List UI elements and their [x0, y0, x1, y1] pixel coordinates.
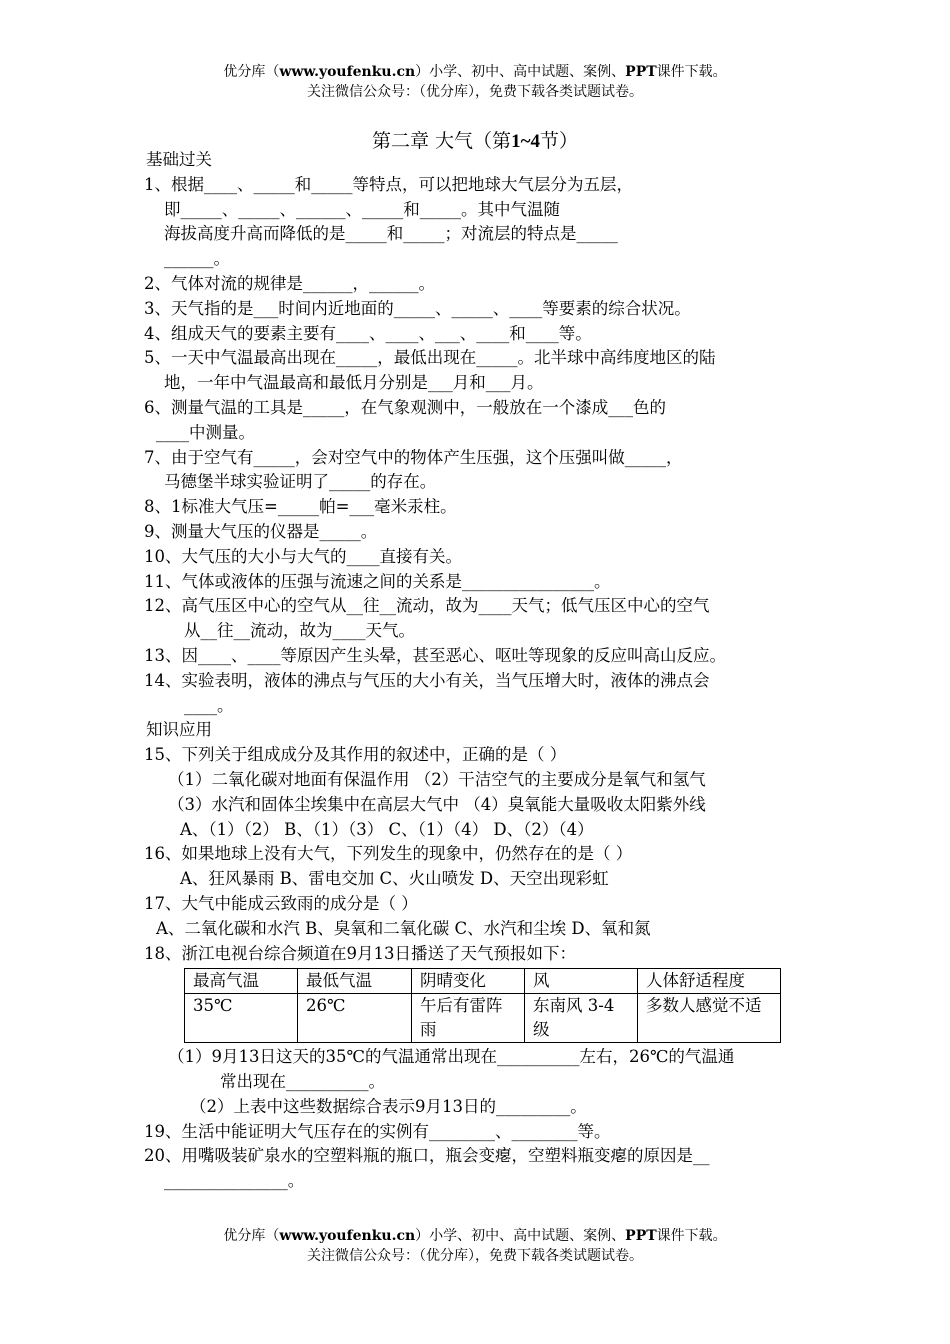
- question-line: 15、下列关于组成成分及其作用的叙述中，正确的是（ ）: [144, 745, 567, 765]
- table-header-row: [185, 969, 781, 994]
- question-line: 1、根据____、_____和_____等特点，可以把地球大气层分为五层，: [144, 174, 633, 194]
- question-line: 马德堡半球实验证明了_____的存在。: [164, 472, 437, 492]
- question-line: ____。: [184, 695, 234, 715]
- option-line: （3）水汽和固体尘埃集中在高层大气中 （4）臭氧能大量吸收太阳紫外线: [168, 794, 706, 814]
- header-ppt: PPT: [625, 64, 657, 80]
- question-line: 6、测量气温的工具是_____，在气象观测中，一般放在一个漆成___色的: [144, 397, 666, 417]
- table-cell: 东南风 3-4级: [525, 994, 638, 1043]
- footer-text: 课件下载。: [656, 1228, 727, 1244]
- footer-text: 优分库（: [223, 1228, 280, 1244]
- header-text: 课件下载。: [656, 64, 727, 80]
- question-line: 2、气体对流的规律是______，______。: [144, 273, 435, 293]
- title-number: 1~4: [511, 131, 540, 152]
- header-text: ）小学、初中、高中试题、案例、: [415, 64, 626, 80]
- question-line: _______________。: [164, 1171, 305, 1191]
- header-url: www.youfenku.cn: [279, 64, 416, 80]
- table-row: [185, 994, 781, 1043]
- question-line: 从__往__流动，故为____天气。: [184, 621, 415, 641]
- question-line: ______。: [164, 249, 230, 269]
- header-text: 优分库（: [223, 64, 280, 80]
- question-line: 20、用嘴吸装矿泉水的空塑料瓶的瓶口，瓶会变瘪，空塑料瓶变瘪的原因是__: [144, 1146, 710, 1166]
- question-line: ____中测量。: [156, 422, 255, 442]
- table-header-cell: 风: [525, 969, 638, 994]
- question-line: 13、因____、____等原因产生头晕，甚至恶心、呕吐等现象的反应叫高山反应。: [144, 645, 726, 665]
- footer-url: www.youfenku.cn: [279, 1228, 416, 1244]
- footer-ppt: PPT: [625, 1228, 657, 1244]
- question-line: 10、大气压的大小与大气的____直接有关。: [144, 546, 462, 566]
- footer-text: ）小学、初中、高中试题、案例、: [415, 1228, 626, 1244]
- option-line: （1）二氧化碳对地面有保温作用 （2）干洁空气的主要成分是氧气和氢气: [168, 769, 706, 789]
- question-line: 4、组成天气的要素主要有____、____、___、____和____等。: [144, 323, 592, 343]
- question-line: 16、如果地球上没有大气，下列发生的现象中，仍然存在的是（ ）: [144, 844, 633, 864]
- table-cell: 多数人感觉不适: [638, 994, 781, 1043]
- title-text: 节）: [539, 130, 578, 152]
- footer-line-2: 关注微信公众号：（优分库），免费下载各类试题试卷。: [307, 1248, 643, 1264]
- question-line: 5、一天中气温最高出现在_____，最低出现在_____。北半球中高纬度地区的陆: [144, 348, 716, 368]
- question-line: 18、浙江电视台综合频道在9月13日播送了天气预报如下：: [144, 943, 576, 963]
- question-line: 9、测量大气压的仪器是_____。: [144, 521, 378, 541]
- title-text: 第二章 大气（第: [372, 130, 512, 152]
- option-line: A、二氧化碳和水汽 B、臭氧和二氧化碳 C、水汽和尘埃 D、氧和氮: [156, 918, 651, 938]
- question-line: 地，一年中气温最高和最低月分别是___月和___月。: [164, 373, 544, 393]
- table-cell: 35℃: [185, 994, 298, 1043]
- option-line: A、狂风暴雨 B、雷电交加 C、火山喷发 D、天空出现彩虹: [180, 869, 609, 889]
- table-cell: 午后有雷阵雨: [412, 994, 525, 1043]
- question-line: 即_____、_____、______、_____和_____。其中气温随: [164, 199, 560, 219]
- table-header-cell: 阴晴变化: [412, 969, 525, 994]
- question-line: 8、1标准大气压=_____帕=___毫米汞柱。: [144, 497, 457, 517]
- question-line: 14、实验表明，液体的沸点与气压的大小有关，当气压增大时，液体的沸点会: [144, 670, 710, 690]
- question-line: （1）9月13日这天的35℃的气温通常出现在__________左右，26℃的气温通: [168, 1047, 735, 1067]
- section-heading: 知识应用: [146, 720, 212, 740]
- question-line: 海拔高度升高而降低的是_____和_____；对流层的特点是_____: [164, 224, 618, 244]
- question-line: 19、生活中能证明大气压存在的实例有________、________等。: [144, 1121, 611, 1141]
- page-header: [0, 62, 950, 102]
- header-line-2: 关注微信公众号：（优分库），免费下载各类试题试卷。: [307, 84, 643, 100]
- option-line: A、（1）（2） B、（1）（3） C、（1）（4） D、（2）（4）: [180, 819, 594, 839]
- question-line: （2）上表中这些数据综合表示9月13日的_________。: [190, 1096, 587, 1116]
- question-line: 17、大气中能成云致雨的成分是（ ）: [144, 893, 418, 913]
- table-header-cell: 人体舒适程度: [638, 969, 781, 994]
- question-line: 11、气体或液体的压强与流速之间的关系是________________。: [144, 571, 611, 591]
- question-line: 3、天气指的是___时间内近地面的_____、_____、____等要素的综合状况。: [144, 298, 691, 318]
- question-line: 常出现在__________。: [220, 1072, 385, 1092]
- weather-forecast-table: [184, 968, 781, 1043]
- table-header-cell: 最低气温: [298, 969, 412, 994]
- question-line: 12、高气压区中心的空气从__往__流动，故为____天气；低气压区中心的空气: [144, 596, 710, 616]
- page-footer: [0, 1226, 950, 1266]
- table-cell: 26℃: [298, 994, 412, 1043]
- worksheet-content: [144, 148, 824, 1194]
- section-heading: 基础过关: [146, 150, 212, 169]
- question-line: 7、由于空气有_____，会对空气中的物体产生压强，这个压强叫做_____，: [144, 447, 683, 467]
- table-header-cell: 最高气温: [185, 969, 298, 994]
- footer-line-1: [0, 1226, 950, 1246]
- header-line-1: [0, 62, 950, 82]
